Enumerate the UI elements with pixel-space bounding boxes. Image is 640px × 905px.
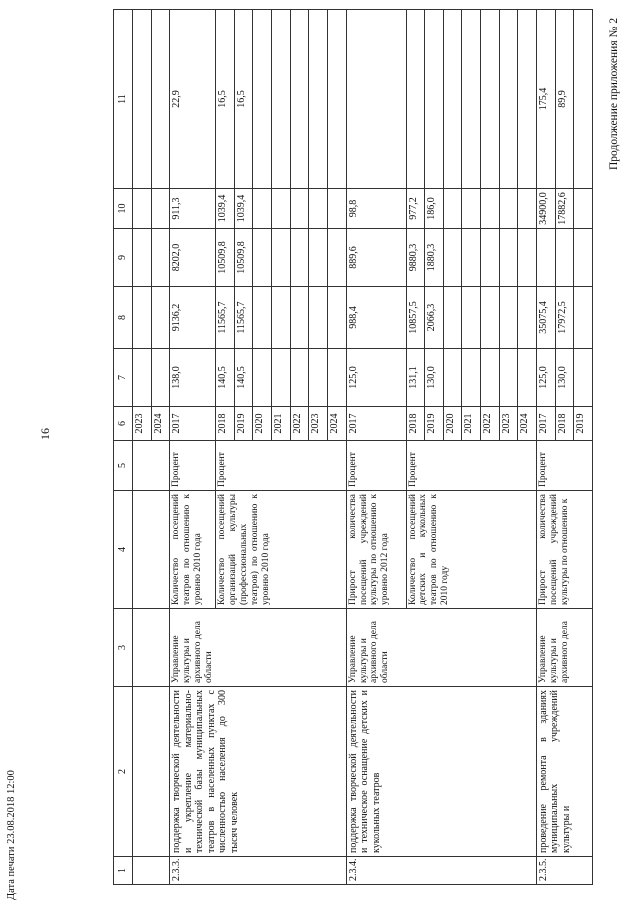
- value-cell-c9: [518, 189, 537, 229]
- value-cell-c8: [290, 229, 309, 287]
- year-cell: 2017: [170, 407, 216, 441]
- value-cell-c6: 138,0: [170, 349, 216, 407]
- value-cell-c7: 11565,7: [234, 287, 253, 349]
- value-cell-c8: [443, 229, 462, 287]
- value-cell: [133, 349, 152, 407]
- page-number: 16: [38, 428, 52, 440]
- item-number: 2.3.4.: [346, 857, 536, 885]
- value-cell: [151, 189, 170, 229]
- value-cell-c10: 16,5: [216, 10, 235, 189]
- value-cell-c9: [574, 189, 593, 229]
- value-cell-c9: [499, 189, 518, 229]
- value-cell-c10: [272, 10, 291, 189]
- table-row: [346, 10, 406, 885]
- measure-name: проведение ремонта в зданиях муниципальных учреждений культуры и: [536, 687, 592, 857]
- value-cell-c10: [346, 10, 406, 189]
- value-cell-c8: 889,6: [346, 229, 406, 287]
- value-cell-c6: 125,0: [346, 349, 406, 407]
- value-cell-c10: [290, 10, 309, 189]
- indicator-name: Количество посещений организаций культуры (профессиональных театров) по отношению к уровню 2010 года: [216, 491, 346, 609]
- value-cell: [151, 10, 170, 189]
- value-cell-c9: [481, 189, 500, 229]
- cell-empty: [133, 441, 170, 491]
- value-cell: [151, 287, 170, 349]
- unit-cell: Процент: [170, 441, 216, 491]
- value-cell-c7: [309, 287, 328, 349]
- value-cell-c6: 130,0: [425, 349, 444, 407]
- appendix-table: [113, 10, 593, 885]
- value-cell-c6: [272, 349, 291, 407]
- indicator-name: Количество посещений театров по отношению к уровню 2010 года: [170, 491, 216, 609]
- item-number: 2.3.3.: [170, 857, 346, 885]
- column-number-2: 2: [114, 687, 133, 857]
- year-cell: 2020: [253, 407, 272, 441]
- value-cell-c7: [290, 287, 309, 349]
- indicator-name: Прирост количества посещений учреждений культуры по отношению к: [536, 491, 592, 609]
- year-cell: 2017: [536, 407, 555, 441]
- table-row: [170, 10, 216, 885]
- year-cell: 2018: [216, 407, 235, 441]
- value-cell-c7: 2066,3: [425, 287, 444, 349]
- value-cell-c7: 988,4: [346, 287, 406, 349]
- indicator-name: Прирост количества посещений учреждений культуры по отношению к уровню 2012 года: [346, 491, 406, 609]
- value-cell-c10: [574, 10, 593, 189]
- year-cell: 2022: [290, 407, 309, 441]
- value-cell: [151, 229, 170, 287]
- value-cell-c8: [536, 229, 555, 287]
- print-date-footer: Дата печати 23.08.2018 12:00: [6, 770, 17, 900]
- value-cell-c8: [574, 229, 593, 287]
- value-cell-c8: 8202,0: [170, 229, 216, 287]
- year-cell: 2019: [574, 407, 593, 441]
- year-cell: 2023: [309, 407, 328, 441]
- column-number-7: 7: [114, 349, 133, 407]
- value-cell-c6: [290, 349, 309, 407]
- value-cell-c7: [443, 287, 462, 349]
- value-cell-c6: [309, 349, 328, 407]
- value-cell-c9: [462, 189, 481, 229]
- value-cell-c8: [327, 229, 346, 287]
- value-cell-c9: [443, 189, 462, 229]
- column-number-11: 11: [114, 10, 133, 189]
- continuation-title: Продолжение приложения № 2: [608, 17, 620, 170]
- indicators-table: [113, 9, 593, 885]
- value-cell-c7: 10857,5: [406, 287, 425, 349]
- year-cell: 2023: [133, 407, 152, 441]
- value-cell-c9: 186,0: [425, 189, 444, 229]
- value-cell-c7: [462, 287, 481, 349]
- value-cell-c10: 22,9: [170, 10, 216, 189]
- value-cell-c7: [481, 287, 500, 349]
- table-row: [536, 10, 555, 885]
- value-cell-c6: [481, 349, 500, 407]
- value-cell-c8: [272, 229, 291, 287]
- value-cell-c10: [462, 10, 481, 189]
- value-cell-c9: 34900,0: [536, 189, 555, 229]
- value-cell-c8: [462, 229, 481, 287]
- value-cell-c10: [327, 10, 346, 189]
- value-cell-c7: [253, 287, 272, 349]
- value-cell-c8: [518, 229, 537, 287]
- year-cell: 2024: [518, 407, 537, 441]
- unit-cell: Процент: [346, 441, 406, 491]
- value-cell: [151, 349, 170, 407]
- value-cell-c6: 125,0: [536, 349, 555, 407]
- value-cell-c8: [481, 229, 500, 287]
- column-number-6: 6: [114, 407, 133, 441]
- unit-cell: Процент: [216, 441, 346, 491]
- cell-empty: [133, 687, 170, 857]
- year-cell: 2024: [151, 407, 170, 441]
- value-cell-c9: 17882,6: [555, 189, 574, 229]
- value-cell-c6: [499, 349, 518, 407]
- value-cell-c7: [518, 287, 537, 349]
- cell-empty: [133, 857, 170, 885]
- cell-empty: [133, 491, 170, 609]
- value-cell-c10: [406, 10, 425, 189]
- value-cell-c8: 10509,8: [216, 229, 235, 287]
- value-cell-c7: [574, 287, 593, 349]
- value-cell-c6: [574, 349, 593, 407]
- value-cell: [133, 229, 152, 287]
- value-cell: [133, 287, 152, 349]
- value-cell-c10: [425, 10, 444, 189]
- value-cell-c9: 911,3: [170, 189, 216, 229]
- value-cell-c6: [253, 349, 272, 407]
- value-cell-c10: [481, 10, 500, 189]
- year-cell: 2023: [499, 407, 518, 441]
- value-cell-c8: 10509,8: [234, 229, 253, 287]
- value-cell-c8: [499, 229, 518, 287]
- value-cell-c6: 140,5: [216, 349, 235, 407]
- executor-name: Управление культуры и архивного дела области: [170, 609, 346, 687]
- year-cell: 2021: [462, 407, 481, 441]
- year-cell: 2024: [327, 407, 346, 441]
- value-cell-c10: 16,5: [234, 10, 253, 189]
- year-cell: 2018: [555, 407, 574, 441]
- value-cell-c7: 9136,2: [170, 287, 216, 349]
- value-cell-c9: 98,8: [346, 189, 406, 229]
- value-cell-c8: 9880,3: [406, 229, 425, 287]
- value-cell-c9: [290, 189, 309, 229]
- value-cell-c7: [272, 287, 291, 349]
- value-cell-c6: 131,1: [406, 349, 425, 407]
- value-cell-c9: 1039,4: [216, 189, 235, 229]
- value-cell-c7: 17972,5: [555, 287, 574, 349]
- value-cell-c7: 35075,4: [536, 287, 555, 349]
- unit-cell: Процент: [536, 441, 592, 491]
- value-cell-c9: 977,2: [406, 189, 425, 229]
- value-cell-c6: [518, 349, 537, 407]
- value-cell-c9: [253, 189, 272, 229]
- value-cell-c9: [309, 189, 328, 229]
- column-number-9: 9: [114, 229, 133, 287]
- value-cell: [133, 10, 152, 189]
- executor-name: Управление культуры и архивного дела: [536, 609, 592, 687]
- value-cell-c6: 130,0: [555, 349, 574, 407]
- value-cell-c8: [555, 229, 574, 287]
- value-cell-c10: [253, 10, 272, 189]
- table-row: [133, 10, 152, 885]
- value-cell-c9: [272, 189, 291, 229]
- value-cell: [133, 189, 152, 229]
- value-cell-c8: [309, 229, 328, 287]
- measure-name: поддержка творческой деятельности и укрепление материально-технической базы муниципальных театров в населенных пунктах с численностью населения до 300 тысяч человек: [170, 687, 346, 857]
- value-cell-c8: 1880,3: [425, 229, 444, 287]
- column-number-3: 3: [114, 609, 133, 687]
- value-cell-c7: [499, 287, 518, 349]
- value-cell-c10: [309, 10, 328, 189]
- year-cell: 2019: [425, 407, 444, 441]
- value-cell-c6: 140,5: [234, 349, 253, 407]
- value-cell-c10: [499, 10, 518, 189]
- value-cell-c7: 11565,7: [216, 287, 235, 349]
- value-cell-c10: [443, 10, 462, 189]
- year-cell: 2022: [481, 407, 500, 441]
- column-number-5: 5: [114, 441, 133, 491]
- value-cell-c9: [327, 189, 346, 229]
- year-cell: 2020: [443, 407, 462, 441]
- column-number-10: 10: [114, 189, 133, 229]
- value-cell-c10: 89,9: [555, 10, 574, 189]
- value-cell-c7: [327, 287, 346, 349]
- unit-cell: Процент: [406, 441, 536, 491]
- value-cell-c6: [462, 349, 481, 407]
- value-cell-c6: [327, 349, 346, 407]
- year-cell: 2021: [272, 407, 291, 441]
- item-number: 2.3.5.: [536, 857, 592, 885]
- value-cell-c9: 1039,4: [234, 189, 253, 229]
- column-number-8: 8: [114, 287, 133, 349]
- column-number-4: 4: [114, 491, 133, 609]
- value-cell-c10: [518, 10, 537, 189]
- value-cell-c8: [253, 229, 272, 287]
- executor-name: Управление культуры и архивного дела области: [346, 609, 536, 687]
- cell-empty: [133, 609, 170, 687]
- value-cell-c6: [443, 349, 462, 407]
- year-cell: 2018: [406, 407, 425, 441]
- measure-name: поддержка творческой деятельности и техническое оснащение детских и кукольных театров: [346, 687, 536, 857]
- column-number-1: 1: [114, 857, 133, 885]
- column-number-row: [114, 10, 133, 885]
- value-cell-c10: 175,4: [536, 10, 555, 189]
- year-cell: 2017: [346, 407, 406, 441]
- indicator-name: Количество посещений детских и кукольных театров по отношению к 2010 году: [406, 491, 536, 609]
- year-cell: 2019: [234, 407, 253, 441]
